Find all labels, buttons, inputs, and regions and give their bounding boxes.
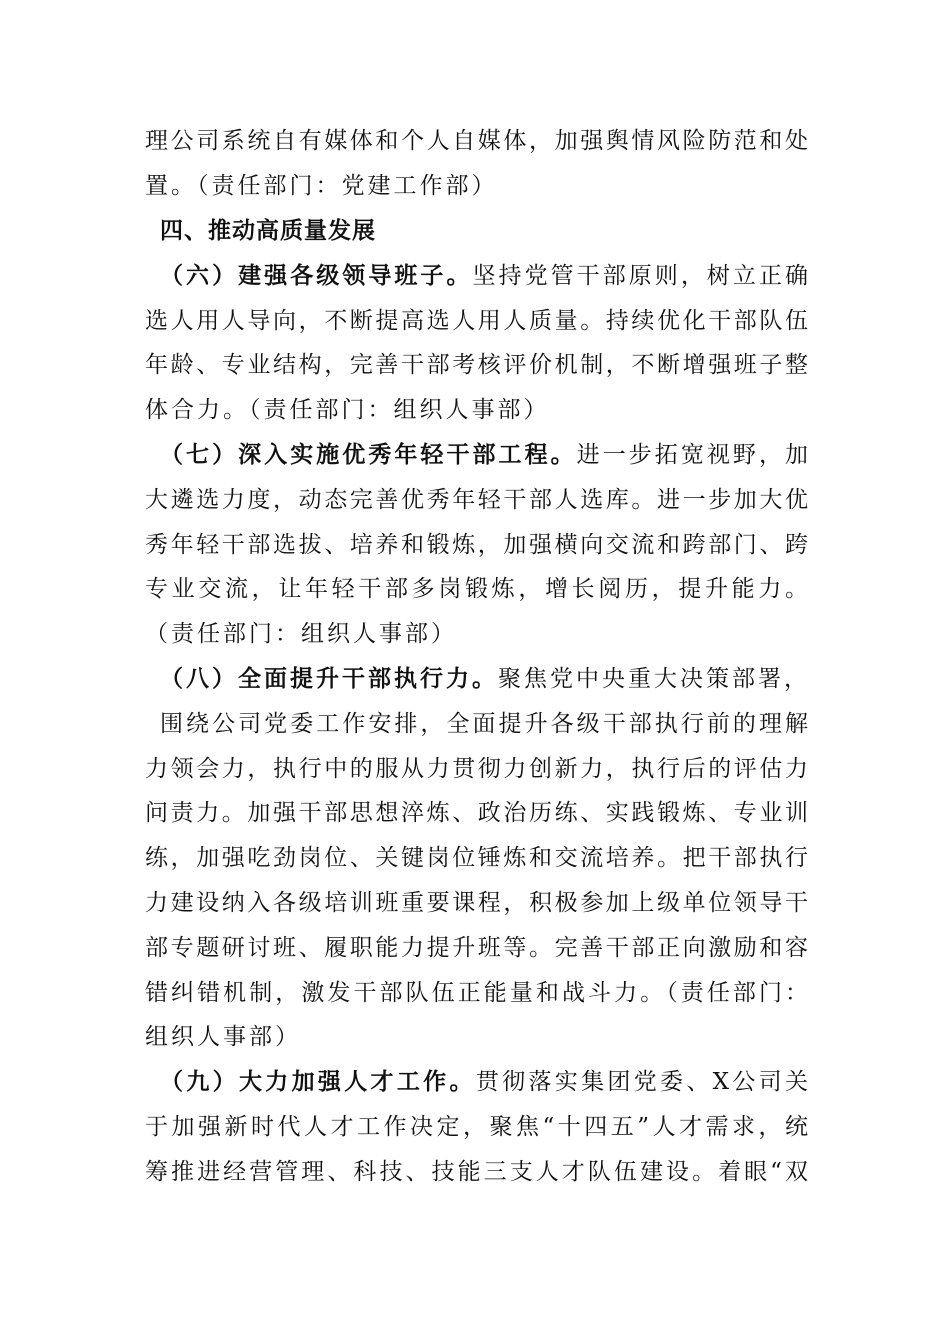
- line-text: 于加强新时代人才工作决定，聚焦“十四五”人才需求，统: [145, 1114, 808, 1140]
- body-line-11: [145, 569, 808, 609]
- body-line-16: [145, 793, 808, 833]
- section-heading: [160, 211, 376, 251]
- body-line-10: [145, 525, 808, 565]
- body-line-1: [145, 121, 808, 161]
- line-text: 选人用人导向，不断提高选人用人质量。持续优化干部队伍: [145, 308, 808, 334]
- item-title: （八）全面提升干部执行力。: [160, 665, 498, 692]
- item-9-title-line: [160, 1062, 808, 1102]
- line-text: 部专题研讨班、履职能力提升班等。完善干部正向激励和容: [145, 935, 808, 961]
- line-text: 大遴选力度，动态完善优秀年轻干部人选库。进一步加大优: [145, 487, 808, 513]
- line-text: 年龄、专业结构，完善干部考核评价机制，不断增强班子整: [145, 352, 808, 378]
- item-7-title-line: [160, 435, 808, 475]
- body-line-23: [145, 1107, 808, 1147]
- line-text: （责任部门：组织人事部）: [145, 621, 457, 647]
- line-text: 筹推进经营管理、科技、技能三支人才队伍建设。着眼“双: [145, 1159, 808, 1185]
- body-line-15: [145, 749, 808, 789]
- body-line-24: [145, 1152, 808, 1192]
- item-title: （七）深入实施优秀年轻干部工程。: [160, 441, 577, 468]
- body-line-20: [145, 973, 808, 1013]
- body-line-6: [145, 345, 808, 385]
- item-8-title-line: [160, 659, 810, 699]
- line-text: 理公司系统自有媒体和个人自媒体，加强舆情风险防范和处: [145, 128, 808, 154]
- line-text: 进一步拓宽视野，加: [576, 442, 809, 468]
- line-text: 秀年轻干部选拔、培养和锻炼，加强横向交流和跨部门、跨: [145, 532, 808, 558]
- body-line-17: [145, 838, 808, 878]
- line-text: 专业交流，让年轻干部多岗锻炼，增长阅历，提升能力。: [145, 576, 808, 602]
- body-line-2: [145, 166, 498, 206]
- item-title: （九）大力加强人才工作。: [160, 1068, 476, 1095]
- line-text: 围绕公司党委工作安排，全面提升各级干部执行前的理解: [160, 711, 808, 737]
- line-text: 练，加强吃劲岗位、关键岗位锤炼和交流培养。把干部执行: [145, 845, 808, 871]
- body-line-19: [145, 928, 808, 968]
- line-text: 坚持党管干部原则，树立正确: [472, 263, 809, 289]
- line-text: 错纠错机制，激发干部队伍正能量和战斗力。（责任部门：: [145, 980, 808, 1006]
- body-line-5: [145, 301, 808, 341]
- body-line-14: [160, 704, 808, 744]
- item-title: （六）建强各级领导班子。: [160, 262, 473, 289]
- body-line-21: [145, 1017, 301, 1057]
- line-text: 置。（责任部门：党建工作部）: [145, 173, 498, 199]
- line-text: 贯彻落实集团党委、X公司关: [475, 1069, 808, 1095]
- body-line-12: [145, 614, 457, 654]
- body-line-7: [145, 390, 550, 430]
- line-text: 组织人事部）: [145, 1024, 301, 1050]
- line-text: 问责力。加强干部思想淬炼、政治历练、实践锻炼、专业训: [145, 800, 808, 826]
- body-line-9: [145, 480, 808, 520]
- body-line-18: [145, 883, 808, 923]
- item-6-title-line: [160, 256, 808, 296]
- line-text: 聚焦党中央重大决策部署，: [498, 666, 810, 692]
- heading-text: 四、推动高质量发展: [160, 218, 376, 244]
- line-text: 力建设纳入各级培训班重要课程，积极参加上级单位领导干: [145, 890, 808, 916]
- line-text: 体合力。（责任部门：组织人事部）: [145, 397, 550, 423]
- line-text: 力领会力，执行中的服从力贯彻力创新力，执行后的评估力: [145, 756, 808, 782]
